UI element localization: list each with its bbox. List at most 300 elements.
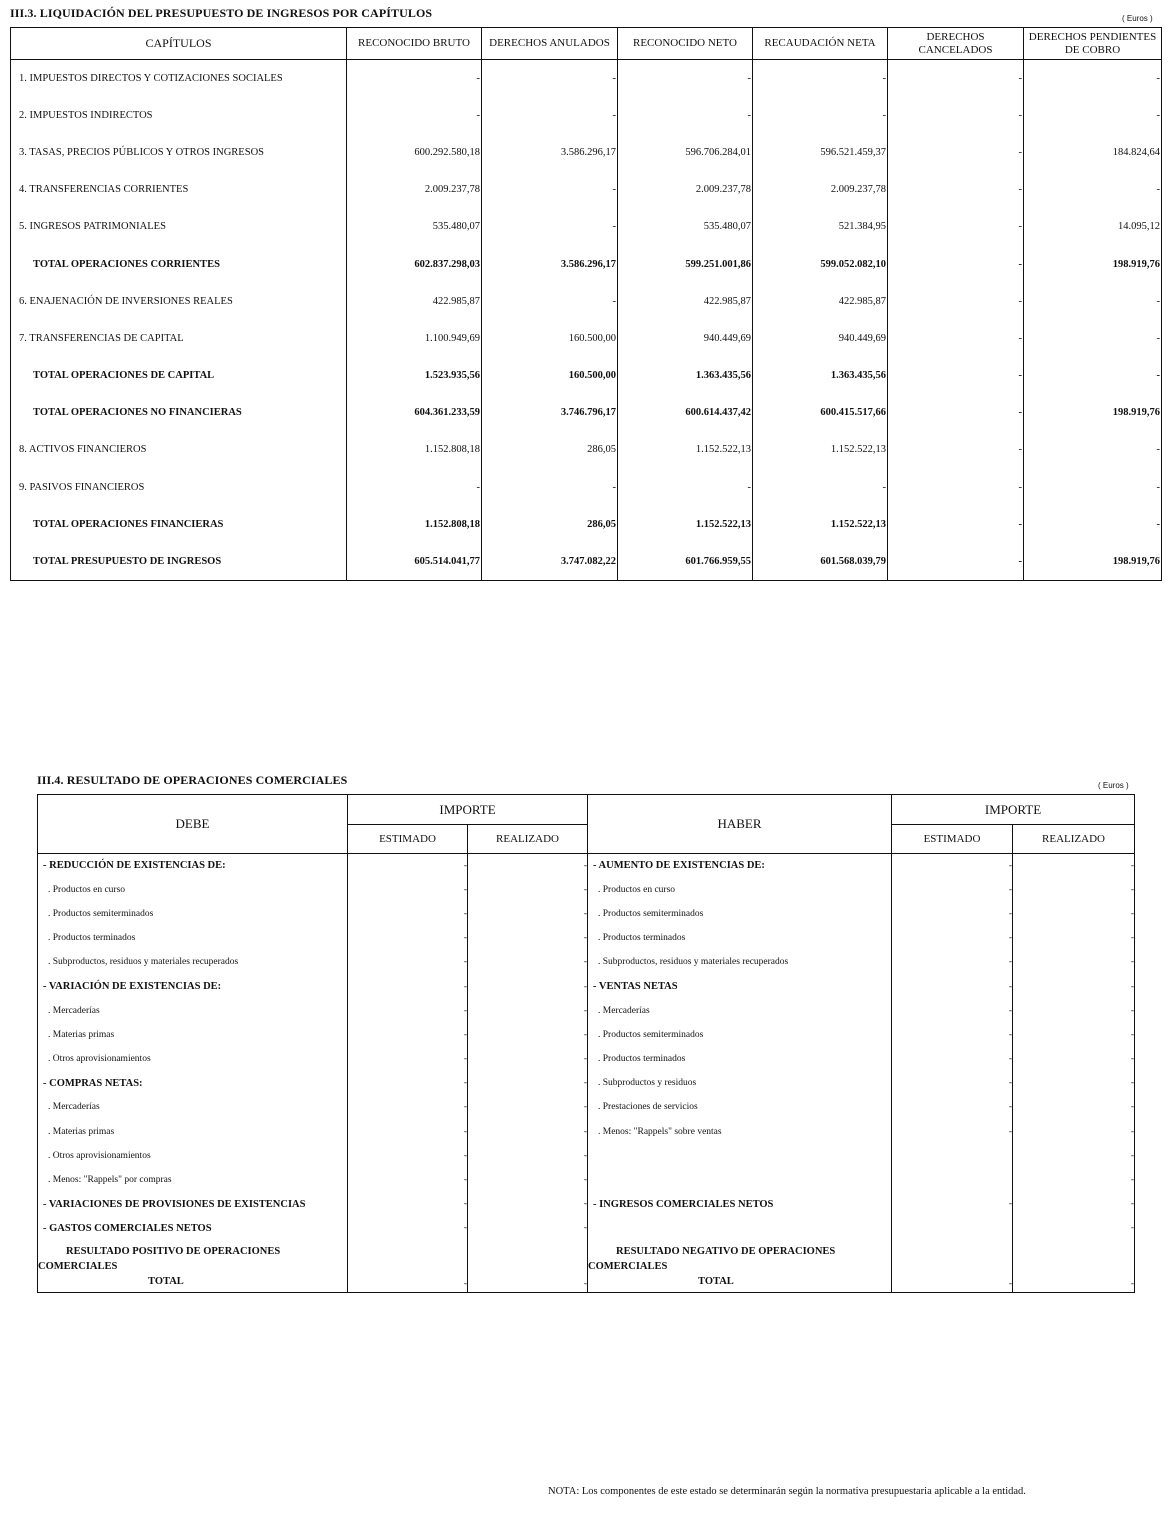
col-header-debe: DEBE: [38, 795, 348, 854]
section3-title: III.3. LIQUIDACIÓN DEL PRESUPUESTO DE INGRESOS POR CAPÍTULOS: [10, 6, 433, 20]
section4-title: III.4. RESULTADO DE OPERACIONES COMERCIALES: [37, 773, 348, 787]
cell-value: 600.614.437,42: [685, 407, 751, 419]
haber-result-label: [588, 1241, 892, 1293]
cell-value: 940.449,69: [838, 332, 886, 344]
table-row: [11, 60, 1162, 97]
cell-value: -: [882, 109, 886, 121]
debe-estimado-cell: -: [348, 1192, 468, 1216]
value-cell: [347, 208, 482, 245]
value-cell: [618, 208, 753, 245]
haber-estimado-cell: -: [892, 950, 1013, 974]
value-cell: [482, 431, 618, 468]
haber-estimado-cell: -: [892, 1047, 1013, 1071]
table-row: [38, 1023, 1135, 1047]
table-row: [11, 208, 1162, 245]
value-cell: [347, 283, 482, 320]
table-row: [11, 543, 1162, 580]
haber-label: . Subproductos, residuos y materiales recuperados: [588, 950, 892, 974]
value-cell: [347, 134, 482, 171]
col-header-haber: HABER: [588, 795, 892, 854]
haber-realizado-cell: -: [1013, 1168, 1135, 1192]
value-cell: [482, 469, 618, 506]
cell-value: 3.586.296,17: [560, 146, 616, 158]
haber-realizado-cell: -: [1013, 1047, 1135, 1071]
haber-realizado-cell: -: [1013, 1144, 1135, 1168]
result-subtitle: COMERCIALES: [588, 1261, 668, 1272]
cell-value: 160.500,00: [568, 332, 616, 344]
cell-value: -: [1156, 184, 1160, 196]
haber-realizado-cell: -: [1013, 1071, 1135, 1095]
table-row: [38, 854, 1135, 878]
haber-realizado-cell: -: [1013, 926, 1135, 950]
result-title: RESULTADO POSITIVO DE OPERACIONES: [66, 1246, 281, 1257]
commercial-operations-table: [37, 794, 1135, 1293]
haber-estimado-cell: -: [892, 1192, 1013, 1216]
cell-value: 1.152.808,18: [424, 518, 480, 530]
debe-realizado-cell: -: [468, 1047, 588, 1071]
row-label: 1. IMPUESTOS DIRECTOS Y COTIZACIONES SOCIALES: [11, 60, 347, 97]
income-budget-header-row: [11, 28, 1162, 60]
value-cell: [888, 245, 1024, 282]
debe-realizado-cell: -: [468, 878, 588, 902]
value-cell: [753, 506, 888, 543]
cell-value: 601.568.039,79: [820, 555, 886, 567]
debe-realizado-cell: -: [468, 999, 588, 1023]
value-cell: [482, 134, 618, 171]
debe-estimado-cell: -: [348, 950, 468, 974]
value-cell: [1024, 60, 1162, 97]
table-row: [38, 1192, 1135, 1216]
value-cell: [482, 208, 618, 245]
row-label: TOTAL PRESUPUESTO DE INGRESOS: [11, 543, 347, 580]
haber-estimado-cell: -: [892, 1023, 1013, 1047]
cell-value: 604.361.233,59: [414, 407, 480, 419]
haber-realizado-cell: -: [1013, 1023, 1135, 1047]
table-row: [38, 1047, 1135, 1071]
cell-value: 599.052.082,10: [820, 258, 886, 270]
cell-value: 2.009.237,78: [424, 184, 480, 196]
value-cell: [888, 171, 1024, 208]
cell-value: 1.363.435,56: [695, 370, 751, 382]
col-header-estimado-haber: ESTIMADO: [892, 825, 1013, 854]
haber-label: . Menos: "Rappels" sobre ventas: [588, 1120, 892, 1144]
col-header-derechos-pendientes: DERECHOS PENDIENTES DE COBRO: [1024, 28, 1162, 60]
col-header-realizado-haber: REALIZADO: [1013, 825, 1135, 854]
cell-value: -: [1018, 295, 1022, 307]
value-cell: [753, 320, 888, 357]
debe-estimado-cell: -: [348, 926, 468, 950]
table-row: [38, 974, 1135, 998]
value-cell: [482, 171, 618, 208]
cell-value: 1.523.935,56: [424, 370, 480, 382]
haber-label: . Productos semiterminados: [588, 902, 892, 926]
haber-estimado-cell: -: [892, 854, 1013, 878]
row-label: TOTAL OPERACIONES CORRIENTES: [11, 245, 347, 282]
cell-value: -: [882, 481, 886, 493]
value-cell: [1024, 208, 1162, 245]
cell-value: -: [476, 481, 480, 493]
cell-value: -: [1018, 258, 1022, 270]
value-cell: [1024, 320, 1162, 357]
table-row: [11, 134, 1162, 171]
row-label: 9. PASIVOS FINANCIEROS: [11, 469, 347, 506]
debe-label: . Menos: "Rappels" por compras: [38, 1168, 348, 1192]
result-title: RESULTADO NEGATIVO DE OPERACIONES: [616, 1246, 836, 1257]
haber-estimado-cell: [892, 1216, 1013, 1240]
value-cell: [618, 543, 753, 580]
table-row: [11, 171, 1162, 208]
cell-value: -: [1156, 109, 1160, 121]
debe-label: - VARIACIÓN DE EXISTENCIAS DE:: [38, 974, 348, 998]
haber-estimado-cell: -: [892, 974, 1013, 998]
cell-value: 1.152.522,13: [830, 518, 886, 530]
value-cell: [888, 97, 1024, 134]
row-label: 7. TRANSFERENCIAS DE CAPITAL: [11, 320, 347, 357]
haber-label: [588, 1168, 892, 1192]
debe-label: . Otros aprovisionamientos: [38, 1144, 348, 1168]
col-header-derechos-cancelados: DERECHOS CANCELADOS: [888, 28, 1024, 60]
value-cell: [753, 134, 888, 171]
debe-label: . Mercaderías: [38, 1095, 348, 1119]
table-row: [11, 245, 1162, 282]
cell-value: -: [612, 109, 616, 121]
debe-estimado-cell: -: [348, 1047, 468, 1071]
cell-value: -: [1018, 370, 1022, 382]
haber-label: . Productos en curso: [588, 878, 892, 902]
debe-label: . Otros aprovisionamientos: [38, 1047, 348, 1071]
debe-estimado-cell: -: [348, 974, 468, 998]
footnote: NOTA: Los componentes de este estado se determinarán según la normativa presupuestaria aplicable a la entidad.: [548, 1486, 1026, 1497]
value-cell: [753, 60, 888, 97]
cell-value: -: [747, 109, 751, 121]
value-cell: [1024, 506, 1162, 543]
value-cell: [1024, 97, 1162, 134]
haber-realizado-cell: -: [1013, 878, 1135, 902]
haber-label: [588, 1216, 892, 1240]
cell-value: 599.251.001,86: [685, 258, 751, 270]
haber-label: . Productos semiterminados: [588, 1023, 892, 1047]
value-cell: [888, 469, 1024, 506]
table-row: [38, 1071, 1135, 1095]
cell-value: 600.415.517,66: [820, 407, 886, 419]
debe-realizado-cell: -: [468, 1071, 588, 1095]
value-cell: [347, 357, 482, 394]
table-row: [38, 1168, 1135, 1192]
debe-label: . Mercaderías: [38, 999, 348, 1023]
cell-value: 1.152.808,18: [424, 444, 480, 456]
cell-value: -: [747, 481, 751, 493]
debe-realizado-cell: -: [468, 1216, 588, 1240]
value-cell: [482, 283, 618, 320]
cell-value: -: [1156, 444, 1160, 456]
cell-value: 422.985,87: [703, 295, 751, 307]
cell-value: 3.586.296,17: [560, 258, 616, 270]
col-header-importe-haber: IMPORTE: [892, 795, 1135, 825]
haber-realizado-cell: -: [1013, 1095, 1135, 1119]
debe-realizado-cell: -: [468, 950, 588, 974]
cell-value: -: [1018, 518, 1022, 530]
debe-label: - REDUCCIÓN DE EXISTENCIAS DE:: [38, 854, 348, 878]
cell-value: 2.009.237,78: [695, 184, 751, 196]
value-cell: [347, 320, 482, 357]
value-cell: [753, 208, 888, 245]
haber-estimado-cell: -: [892, 1120, 1013, 1144]
row-label: TOTAL OPERACIONES DE CAPITAL: [11, 357, 347, 394]
debe-result-label: [38, 1241, 348, 1293]
col-header-reconocido-bruto: RECONOCIDO BRUTO: [347, 28, 482, 60]
cell-value: 601.766.959,55: [685, 555, 751, 567]
section3-unit: ( Euros ): [1122, 14, 1153, 23]
table-row: [38, 1216, 1135, 1240]
debe-estimado-cell: -: [348, 1095, 468, 1119]
value-cell: [1024, 283, 1162, 320]
cell-value: 605.514.041,77: [414, 555, 480, 567]
result-total-label: TOTAL: [148, 1276, 184, 1287]
cell-value: 1.152.522,13: [695, 444, 751, 456]
haber-label: [588, 1144, 892, 1168]
debe-estimado-cell: -: [348, 854, 468, 878]
cell-value: 422.985,87: [432, 295, 480, 307]
value-cell: [618, 469, 753, 506]
cell-value: -: [747, 72, 751, 84]
debe-estimado-cell: -: [348, 1120, 468, 1144]
table-row: [38, 902, 1135, 926]
haber-realizado-cell: -: [1013, 1216, 1135, 1240]
value-cell: [1024, 245, 1162, 282]
cell-value: -: [612, 295, 616, 307]
value-cell: [753, 357, 888, 394]
value-cell: [482, 394, 618, 431]
cell-value: -: [1018, 221, 1022, 233]
value-cell: [618, 171, 753, 208]
debe-estimado-cell: -: [348, 999, 468, 1023]
col-header-capitulos: CAPÍTULOS: [11, 28, 347, 60]
value-cell: [1024, 134, 1162, 171]
haber-label: - VENTAS NETAS: [588, 974, 892, 998]
cell-value: -: [1018, 407, 1022, 419]
debe-realizado-cell: -: [468, 1241, 588, 1293]
cell-value: 286,05: [587, 518, 616, 530]
value-cell: [888, 60, 1024, 97]
value-cell: [888, 320, 1024, 357]
debe-label: - VARIACIONES DE PROVISIONES DE EXISTENCIAS: [38, 1192, 348, 1216]
debe-realizado-cell: -: [468, 926, 588, 950]
value-cell: [482, 245, 618, 282]
value-cell: [888, 283, 1024, 320]
income-budget-table: [10, 27, 1162, 581]
debe-realizado-cell: -: [468, 974, 588, 998]
haber-estimado-cell: -: [892, 878, 1013, 902]
haber-realizado-cell: -: [1013, 1192, 1135, 1216]
result-row: [38, 1241, 1135, 1293]
value-cell: [753, 469, 888, 506]
section4-unit: ( Euros ): [1098, 781, 1129, 790]
value-cell: [1024, 431, 1162, 468]
cell-value: 14.095,12: [1118, 221, 1160, 233]
haber-realizado-cell: -: [1013, 999, 1135, 1023]
value-cell: [618, 357, 753, 394]
cell-value: 596.706.284,01: [685, 146, 751, 158]
haber-label: . Prestaciones de servicios: [588, 1095, 892, 1119]
debe-label: . Subproductos, residuos y materiales recuperados: [38, 950, 348, 974]
value-cell: [482, 357, 618, 394]
col-header-realizado-debe: REALIZADO: [468, 825, 588, 854]
cell-value: -: [476, 72, 480, 84]
haber-estimado-cell: -: [892, 1095, 1013, 1119]
value-cell: [618, 134, 753, 171]
col-header-importe-debe: IMPORTE: [348, 795, 588, 825]
value-cell: [347, 394, 482, 431]
cell-value: -: [1018, 109, 1022, 121]
value-cell: [618, 245, 753, 282]
debe-realizado-cell: -: [468, 1023, 588, 1047]
value-cell: [753, 431, 888, 468]
value-cell: [347, 171, 482, 208]
cell-value: -: [1156, 332, 1160, 344]
haber-realizado-cell: -: [1013, 974, 1135, 998]
debe-estimado-cell: -: [348, 1241, 468, 1293]
table-row: [11, 320, 1162, 357]
cell-value: -: [1018, 72, 1022, 84]
table-row: [38, 1095, 1135, 1119]
value-cell: [1024, 394, 1162, 431]
cell-value: -: [1018, 146, 1022, 158]
haber-estimado-cell: -: [892, 902, 1013, 926]
value-cell: [753, 171, 888, 208]
haber-estimado-cell: -: [892, 926, 1013, 950]
value-cell: [888, 431, 1024, 468]
debe-label: - COMPRAS NETAS:: [38, 1071, 348, 1095]
cell-value: 1.152.522,13: [830, 444, 886, 456]
table-row: [11, 357, 1162, 394]
haber-label: . Productos terminados: [588, 926, 892, 950]
haber-realizado-cell: -: [1013, 950, 1135, 974]
value-cell: [618, 394, 753, 431]
haber-label: . Productos terminados: [588, 1047, 892, 1071]
value-cell: [482, 97, 618, 134]
debe-label: . Materias primas: [38, 1023, 348, 1047]
haber-estimado-cell: -: [892, 999, 1013, 1023]
value-cell: [482, 320, 618, 357]
table-row: [11, 506, 1162, 543]
cell-value: 198.919,76: [1112, 555, 1160, 567]
value-cell: [347, 97, 482, 134]
haber-estimado-cell: -: [892, 1241, 1013, 1293]
value-cell: [618, 320, 753, 357]
haber-label: . Mercaderías: [588, 999, 892, 1023]
value-cell: [753, 283, 888, 320]
cell-value: 184.824,64: [1112, 146, 1160, 158]
haber-realizado-cell: -: [1013, 1120, 1135, 1144]
cell-value: 198.919,76: [1112, 407, 1160, 419]
haber-label: . Subproductos y residuos: [588, 1071, 892, 1095]
cell-value: 2.009.237,78: [830, 184, 886, 196]
cell-value: 600.292.580,18: [414, 146, 480, 158]
cell-value: 596.521.459,37: [820, 146, 886, 158]
commercial-header-row: [38, 795, 1135, 825]
cell-value: 3.746.796,17: [560, 407, 616, 419]
debe-realizado-cell: -: [468, 1192, 588, 1216]
value-cell: [888, 357, 1024, 394]
debe-estimado-cell: -: [348, 1023, 468, 1047]
col-header-derechos-anulados: DERECHOS ANULADOS: [482, 28, 618, 60]
cell-value: 535.480,07: [703, 221, 751, 233]
value-cell: [888, 543, 1024, 580]
value-cell: [1024, 469, 1162, 506]
debe-label: . Productos terminados: [38, 926, 348, 950]
col-header-reconocido-neto: RECONOCIDO NETO: [618, 28, 753, 60]
cell-value: -: [882, 72, 886, 84]
value-cell: [888, 208, 1024, 245]
haber-estimado-cell: -: [892, 1071, 1013, 1095]
debe-realizado-cell: -: [468, 1120, 588, 1144]
value-cell: [347, 506, 482, 543]
table-row: [38, 1120, 1135, 1144]
debe-realizado-cell: -: [468, 1095, 588, 1119]
value-cell: [618, 431, 753, 468]
row-label: TOTAL OPERACIONES FINANCIERAS: [11, 506, 347, 543]
row-label: TOTAL OPERACIONES NO FINANCIERAS: [11, 394, 347, 431]
table-row: [38, 878, 1135, 902]
cell-value: 286,05: [587, 444, 616, 456]
table-row: [11, 469, 1162, 506]
value-cell: [347, 60, 482, 97]
cell-value: -: [1018, 444, 1022, 456]
value-cell: [753, 245, 888, 282]
cell-value: -: [612, 221, 616, 233]
table-row: [38, 1144, 1135, 1168]
cell-value: 1.100.949,69: [424, 332, 480, 344]
haber-realizado-cell: -: [1013, 1241, 1135, 1293]
cell-value: -: [612, 72, 616, 84]
value-cell: [753, 394, 888, 431]
value-cell: [1024, 171, 1162, 208]
value-cell: [347, 543, 482, 580]
value-cell: [888, 506, 1024, 543]
cell-value: -: [1156, 481, 1160, 493]
row-label: 4. TRANSFERENCIAS CORRIENTES: [11, 171, 347, 208]
debe-realizado-cell: -: [468, 1168, 588, 1192]
value-cell: [347, 245, 482, 282]
cell-value: 422.985,87: [838, 295, 886, 307]
cell-value: -: [476, 109, 480, 121]
cell-value: -: [1018, 332, 1022, 344]
cell-value: -: [1156, 518, 1160, 530]
debe-realizado-cell: -: [468, 854, 588, 878]
debe-estimado-cell: -: [348, 902, 468, 926]
cell-value: 602.837.298,03: [414, 258, 480, 270]
result-total-label: TOTAL: [698, 1276, 734, 1287]
debe-label: . Materias primas: [38, 1120, 348, 1144]
cell-value: -: [1156, 295, 1160, 307]
row-label: 6. ENAJENACIÓN DE INVERSIONES REALES: [11, 283, 347, 320]
cell-value: 160.500,00: [568, 370, 616, 382]
cell-value: -: [1156, 370, 1160, 382]
value-cell: [347, 469, 482, 506]
cell-value: 940.449,69: [703, 332, 751, 344]
value-cell: [618, 283, 753, 320]
cell-value: 535.480,07: [432, 221, 480, 233]
table-row: [38, 950, 1135, 974]
haber-label: - AUMENTO DE EXISTENCIAS DE:: [588, 854, 892, 878]
value-cell: [482, 506, 618, 543]
value-cell: [888, 394, 1024, 431]
haber-estimado-cell: [892, 1168, 1013, 1192]
cell-value: -: [1018, 481, 1022, 493]
value-cell: [482, 543, 618, 580]
cell-value: 1.363.435,56: [830, 370, 886, 382]
value-cell: [1024, 543, 1162, 580]
